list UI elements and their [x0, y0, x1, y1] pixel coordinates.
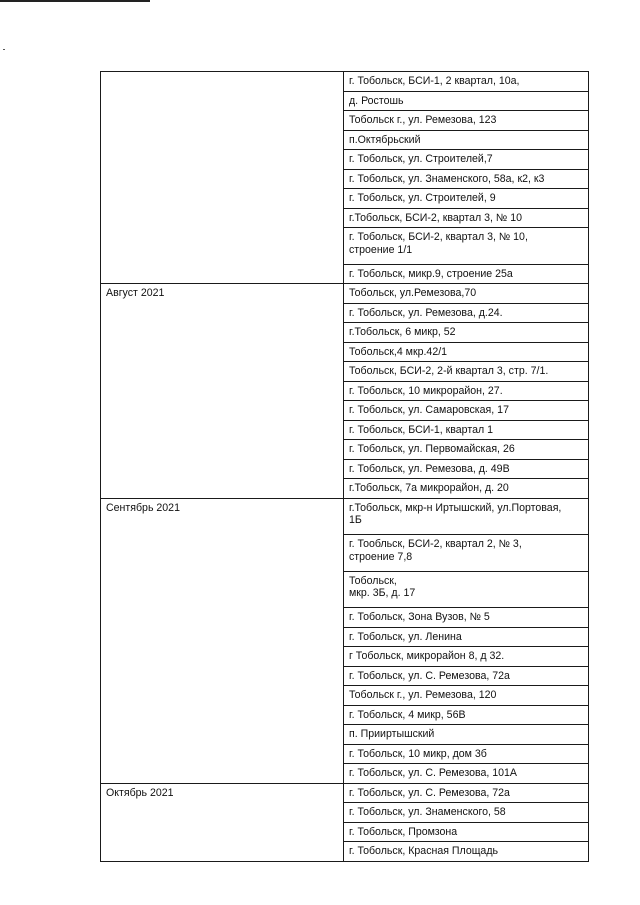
table-row: [101, 498, 589, 535]
address-cell: г. Тобольск, ул. Строителей,7: [344, 150, 589, 170]
address-cell: г.Тобольск, 7а микрорайон, д. 20: [344, 479, 589, 499]
address-cell: п. Прииртышский: [344, 725, 589, 745]
address-cell: г. Тобольск, ул. Первомайская, 26: [344, 440, 589, 460]
address-cell: г.Тобольск, мкр-н Иртышский, ул.Портовая, 1Б: [344, 498, 589, 535]
address-cell: г. Тобольск, микр.9, строение 25а: [344, 264, 589, 284]
address-cell: г. Тобольск, 10 микрорайон, 27.: [344, 381, 589, 401]
address-cell: г. Тобольск, ул. Ремезова, д. 49В: [344, 459, 589, 479]
address-cell: г. Тобольск, 4 микр, 56В: [344, 705, 589, 725]
address-cell: г. Тобольск, БСИ-1, квартал 1: [344, 420, 589, 440]
address-cell: г. Тобольск, ул. Ремезова, д.24.: [344, 303, 589, 323]
address-cell: г. Тобольск, 10 микр, дом 3б: [344, 744, 589, 764]
month-cell: Октябрь 2021: [101, 783, 344, 861]
address-cell: Тобольск, мкр. 3Б, д. 17: [344, 571, 589, 608]
address-cell: г. Тобольск, БСИ-2, квартал 3, № 10, строение 1/1: [344, 228, 589, 265]
address-cell: г. Тобольск, БСИ-1, 2 квартал, 10а,: [344, 72, 589, 92]
address-cell: г.Тобольск, БСИ-2, квартал 3, № 10: [344, 208, 589, 228]
address-cell: г. Тобольск, ул. С. Ремезова, 101А: [344, 764, 589, 784]
month-cell: Сентябрь 2021: [101, 498, 344, 783]
address-cell: г. Тобольск, Промзона: [344, 822, 589, 842]
address-cell: г. Тобольск, ул. Знаменского, 58а, к2, к3: [344, 169, 589, 189]
address-cell: Тобольск, БСИ-2, 2-й квартал 3, стр. 7/1.: [344, 362, 589, 382]
table-row: [101, 284, 589, 304]
month-cell: Август 2021: [101, 284, 344, 499]
address-cell: г. Тобольск, ул. Самаровская, 17: [344, 401, 589, 421]
address-cell: п.Октябрьский: [344, 130, 589, 150]
schedule-body: [101, 72, 589, 862]
address-cell: г. Тообльск, БСИ-2, квартал 2, № 3, строение 7,8: [344, 535, 589, 572]
address-cell: Тобольск,4 мкр.42/1: [344, 342, 589, 362]
address-cell: г. Тобольск, Зона Вузов, № 5: [344, 608, 589, 628]
address-cell: Тобольск, ул.Ремезова,70: [344, 284, 589, 304]
table-row: [101, 783, 589, 803]
address-cell: г. Тобольск, Красная Площадь: [344, 842, 589, 862]
address-cell: Тобольск г., ул. Ремезова, 123: [344, 111, 589, 131]
schedule-table: [100, 71, 589, 862]
address-cell: г.Тобольск, 6 микр, 52: [344, 323, 589, 343]
address-cell: г. Тобольск, ул. С. Ремезова, 72а: [344, 666, 589, 686]
address-cell: д. Ростошь: [344, 91, 589, 111]
address-cell: г Тобольск, микрорайон 8, д 32.: [344, 647, 589, 667]
address-cell: г. Тобольск, ул. Строителей, 9: [344, 189, 589, 209]
month-cell: [101, 72, 344, 284]
address-cell: г. Тобольск, ул. Знаменского, 58: [344, 803, 589, 823]
top-rule: [0, 0, 150, 2]
address-cell: г. Тобольск, ул. Ленина: [344, 627, 589, 647]
address-cell: г. Тобольск, ул. С. Ремезова, 72а: [344, 783, 589, 803]
page-mark: [3, 49, 5, 50]
address-cell: Тобольск г., ул. Ремезова, 120: [344, 686, 589, 706]
table-row: [101, 72, 589, 92]
